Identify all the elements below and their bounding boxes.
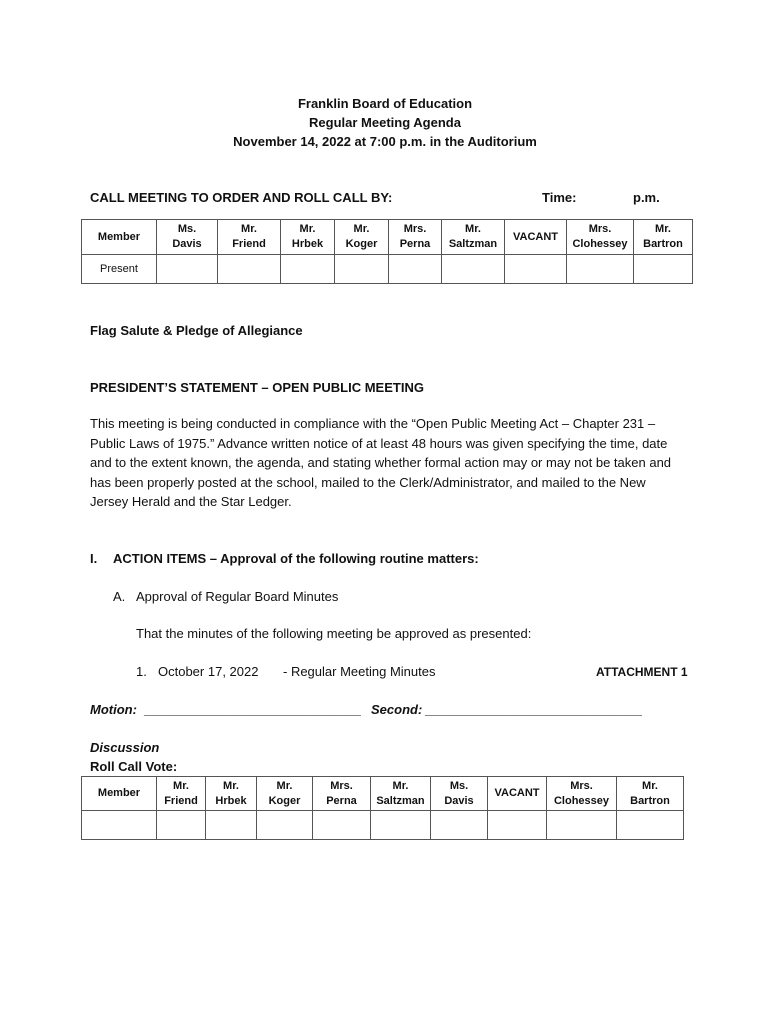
- vote-cell[interactable]: [431, 811, 488, 840]
- present-cell[interactable]: [157, 255, 218, 284]
- presidents-statement-body: This meeting is being conducted in compliance with the “Open Public Meeting Act – Chapter 231 – Public Laws of 1975.” Advance written notice of at least 48 hours was given specifying the time, date and to the extent known, the agenda, and stating whether formal action may or may not be taken and has been properly posted at the school, mailed to the Clerk/Administrator, and mailed to the New Jersey Herald and the Star Ledger.: [90, 416, 672, 510]
- second-line[interactable]: ______________________________: [425, 702, 642, 717]
- resolution-text: That the minutes of the following meeting be approved as presented:: [136, 626, 532, 641]
- vacant-cell: VACANT: [488, 777, 547, 811]
- attendance-table: [81, 219, 693, 284]
- minutes-date: October 17, 2022: [158, 664, 259, 679]
- discussion-label: Discussion: [90, 740, 160, 755]
- member-cell: Mr. Bartron: [617, 777, 684, 811]
- attendance-header-row: [82, 220, 693, 255]
- vote-cell[interactable]: [371, 811, 431, 840]
- agenda-title: Regular Meeting Agenda: [309, 115, 461, 130]
- member-cell: Mr. Saltzman: [371, 777, 431, 811]
- member-cell: Ms. Davis: [431, 777, 488, 811]
- member-header: Member: [82, 220, 157, 255]
- present-cell[interactable]: [505, 255, 567, 284]
- motion-line[interactable]: ______________________________: [144, 702, 361, 717]
- meeting-datetime: November 14, 2022 at 7:00 p.m. in the Auditorium: [233, 134, 537, 149]
- member-cell: Mrs. Perna: [389, 220, 442, 255]
- present-cell[interactable]: [634, 255, 693, 284]
- vote-row: [82, 811, 684, 840]
- member-cell: Mrs. Clohessey: [547, 777, 617, 811]
- present-cell[interactable]: [567, 255, 634, 284]
- present-label: Present: [82, 255, 157, 284]
- item-a-text: Approval of Regular Board Minutes: [136, 589, 339, 604]
- member-cell: Mrs. Clohessey: [567, 220, 634, 255]
- member-cell: Mr. Koger: [257, 777, 313, 811]
- present-cell[interactable]: [281, 255, 335, 284]
- member-cell: Mr. Koger: [335, 220, 389, 255]
- present-cell[interactable]: [335, 255, 389, 284]
- vote-cell[interactable]: [157, 811, 206, 840]
- org-name: Franklin Board of Education: [297, 96, 473, 111]
- action-items-heading: ACTION ITEMS – Approval of the following routine matters:: [113, 551, 479, 566]
- roll-call-label: Roll Call Vote:: [90, 759, 178, 774]
- vote-table: [81, 776, 684, 840]
- vote-cell[interactable]: [488, 811, 547, 840]
- minutes-description: - Regular Meeting Minutes: [283, 664, 436, 679]
- motion-label: Motion:: [90, 702, 137, 717]
- vote-cell[interactable]: [313, 811, 371, 840]
- presidents-statement-heading: PRESIDENT’S STATEMENT – OPEN PUBLIC MEETING: [90, 380, 424, 395]
- member-cell: Ms. Davis: [157, 220, 218, 255]
- vote-header-row: [82, 777, 684, 811]
- section-numeral: I.: [90, 551, 98, 566]
- member-cell: Mr. Friend: [157, 777, 206, 811]
- member-cell: Mr. Hrbek: [206, 777, 257, 811]
- vote-cell[interactable]: [617, 811, 684, 840]
- vote-cell[interactable]: [82, 811, 157, 840]
- pm-label: p.m.: [633, 190, 660, 205]
- member-cell: Mr. Bartron: [634, 220, 693, 255]
- present-cell[interactable]: [442, 255, 505, 284]
- second-label: Second:: [371, 702, 423, 717]
- present-cell[interactable]: [389, 255, 442, 284]
- vote-cell[interactable]: [257, 811, 313, 840]
- call-to-order-label: CALL MEETING TO ORDER AND ROLL CALL BY:: [90, 190, 393, 205]
- member-cell: Mrs. Perna: [313, 777, 371, 811]
- flag-salute-heading: Flag Salute & Pledge of Allegiance: [90, 323, 303, 338]
- present-cell[interactable]: [218, 255, 281, 284]
- member-cell: Mr. Hrbek: [281, 220, 335, 255]
- member-cell: Mr. Saltzman: [442, 220, 505, 255]
- document-header: [0, 94, 770, 151]
- present-row: [82, 255, 693, 284]
- member-cell: Mr. Friend: [218, 220, 281, 255]
- minutes-number: 1.: [136, 664, 147, 679]
- item-a-letter: A.: [113, 589, 126, 604]
- time-label: Time:: [542, 190, 577, 205]
- vote-cell[interactable]: [206, 811, 257, 840]
- member-header: Member: [82, 777, 157, 811]
- vote-cell[interactable]: [547, 811, 617, 840]
- attachment-label: ATTACHMENT 1: [596, 665, 688, 679]
- vacant-cell: VACANT: [505, 220, 567, 255]
